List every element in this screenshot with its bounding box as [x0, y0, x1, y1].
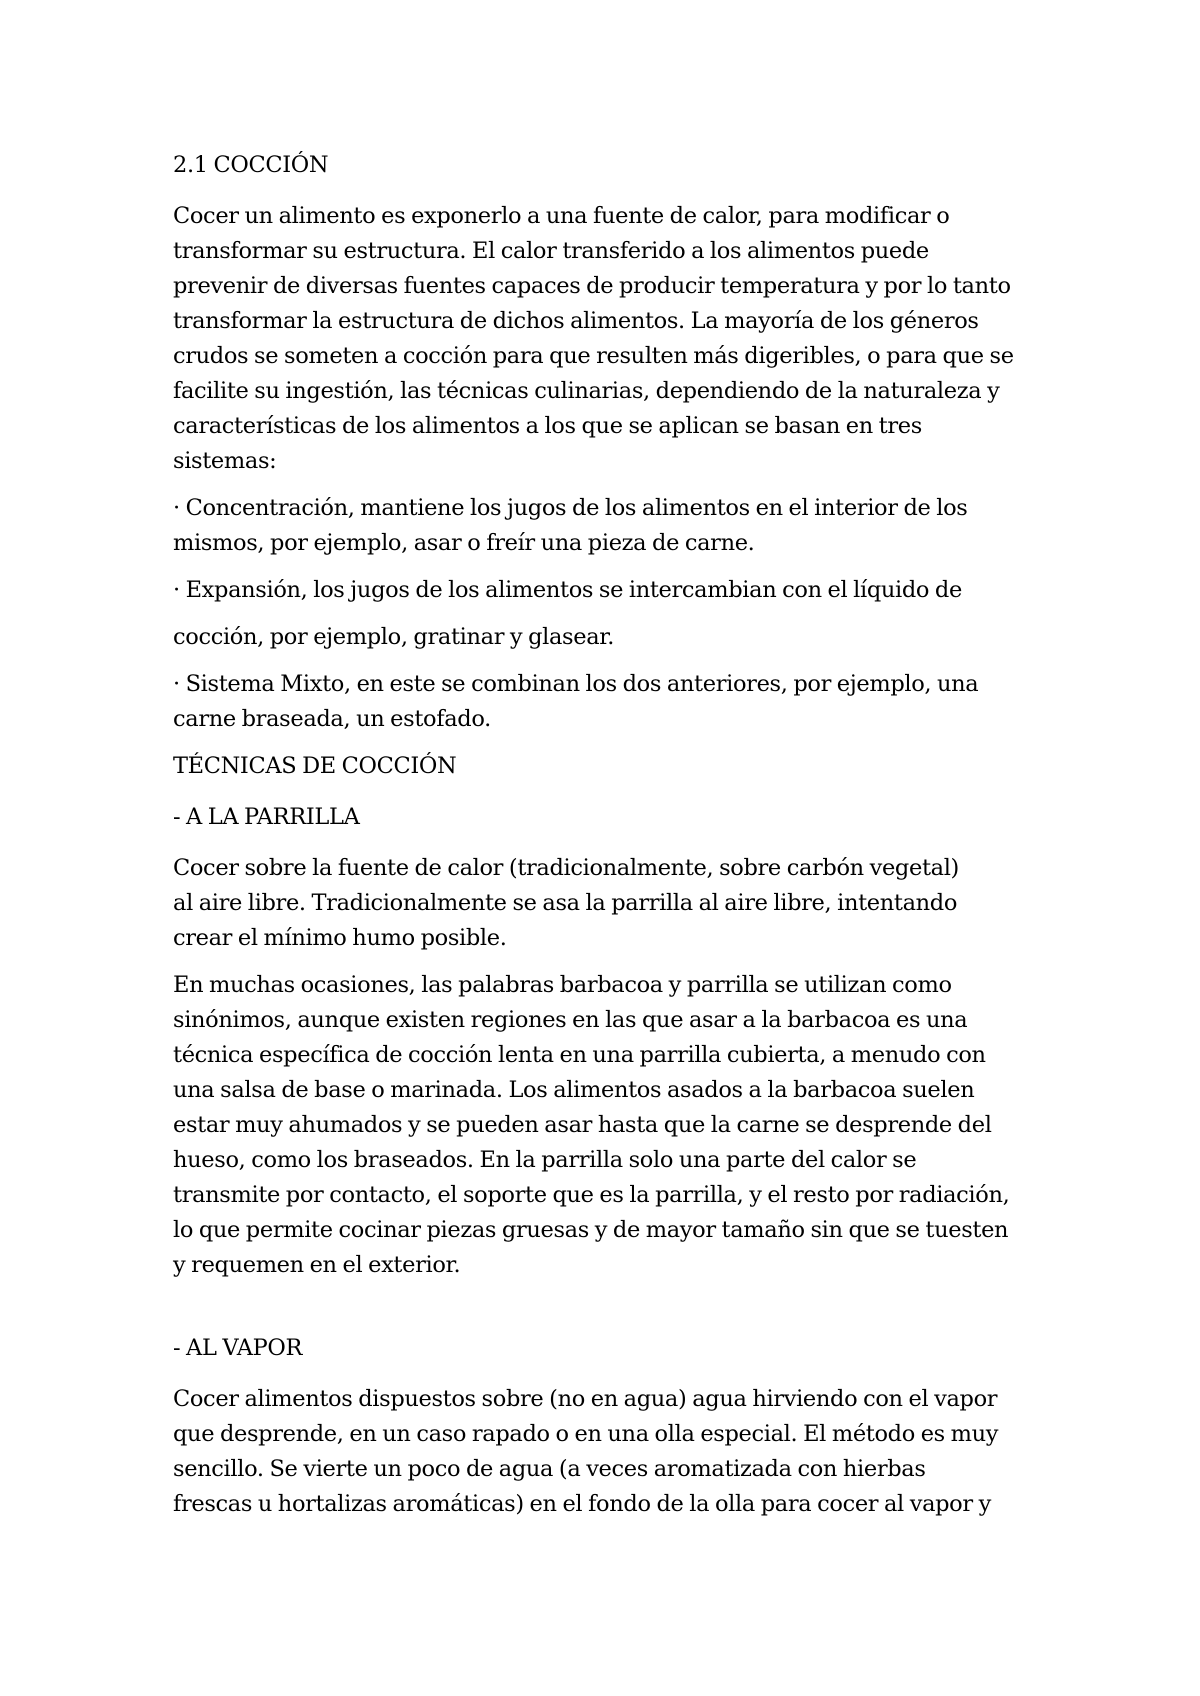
parrilla-paragraph-2: En muchas ocasiones, las palabras barbacoa y parrilla se utilizan como sinónimos, aunque existen regiones en las que asar a la barbacoa es una técnica específica de cocción lenta en una parrilla cubierta, a menudo con una salsa de base o marinada. Los alimentos asados a la barbacoa suelen estar muy ahumados y se pueden asar hasta que la carne se desprende del hueso, como los braseados. En la parrilla solo una parte del calor se transmite por contacto, el soporte que es la parrilla, y el resto por radiación, lo que permite cocinar piezas gruesas y de mayor tamaño sin que se tuesten y requemen en el exterior. — [173, 972, 1010, 1278]
document-body — [173, 148, 1053, 1522]
section-heading-coccion: 2.1 COCCIÓN — [173, 152, 329, 178]
bullet-expansion-line-1: · Expansión, los jugos de los alimentos se intercambian con el líquido de — [173, 577, 962, 603]
vapor-paragraph: Cocer alimentos dispuestos sobre (no en agua) agua hirviendo con el vapor que desprende, en un caso rapado o en una olla especial. El método es muy sencillo. Se vierte un poco de agua (a veces aromatizada con hierbas frescas u hortalizas aromáticas) en el fondo de la olla para cocer al vapor y — [173, 1386, 999, 1517]
heading-al-vapor: - AL VAPOR — [173, 1335, 303, 1361]
heading-a-la-parrilla: - A LA PARRILLA — [173, 804, 360, 830]
bullet-sistema-mixto: · Sistema Mixto, en este se combinan los dos anteriores, por ejemplo, una carne braseada, un estofado. — [173, 671, 979, 732]
heading-tecnicas-de-coccion: TÉCNICAS DE COCCIÓN — [173, 753, 457, 779]
bullet-expansion-line-2: cocción, por ejemplo, gratinar y glasear. — [173, 624, 614, 650]
intro-paragraph: Cocer un alimento es exponerlo a una fuente de calor, para modificar o transformar su estructura. El calor transferido a los alimentos puede prevenir de diversas fuentes capaces de producir temperatura y por lo tanto transformar la estructura de dichos alimentos. La mayoría de los géneros crudos se someten a cocción para que resulten más digeribles, o para que se facilite su ingestión, las técnicas culinarias, dependiendo de la naturaleza y características de los alimentos a los que se aplican se basan en tres sistemas: — [173, 203, 1014, 474]
bullet-concentracion: · Concentración, mantiene los jugos de los alimentos en el interior de los mismos, por ejemplo, asar o freír una pieza de carne. — [173, 495, 968, 556]
parrilla-paragraph-1: Cocer sobre la fuente de calor (tradicionalmente, sobre carbón vegetal) al aire libre. Tradicionalmente se asa la parrilla al aire libre, intentando crear el mínimo humo posible. — [173, 855, 959, 951]
